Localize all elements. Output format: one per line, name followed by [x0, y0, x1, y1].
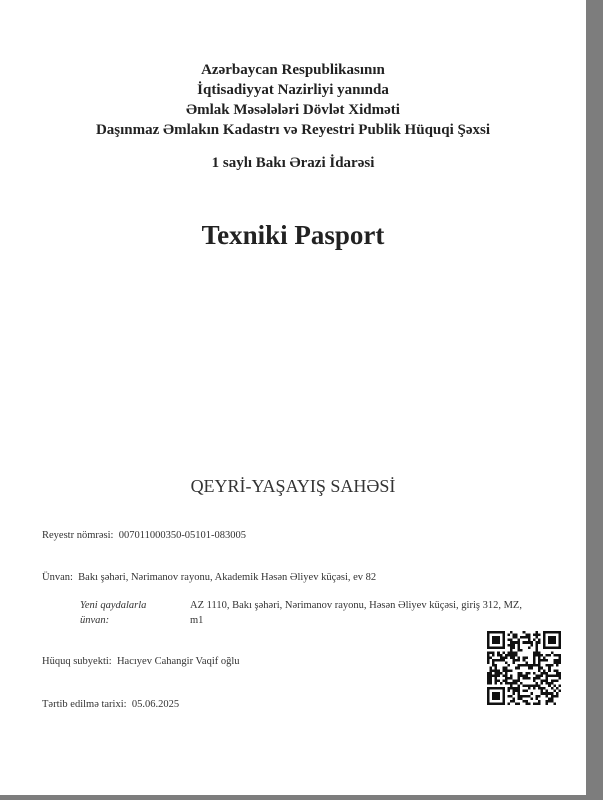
new-address-value — [190, 600, 522, 626]
new-address-value-line: AZ 1110, Bakı şəhəri, Nərimanov rayonu, Həsən Əliyev küçəsi, giriş 312, MZ, — [190, 600, 522, 611]
office-name: 1 saylı Bakı Ərazi İdarəsi — [211, 155, 375, 171]
header-line: Daşınmaz Əmlakın Kadastrı və Reyestri Publik Hüquqi Şəxsi — [95, 122, 491, 138]
address — [42, 572, 376, 583]
new-address-label-line: ünvan: — [80, 615, 110, 626]
header-line: Əmlak Məsələləri Dövlət Xidməti — [186, 102, 400, 118]
date-value: 05.06.2025 — [131, 699, 180, 710]
issuer-header — [0, 60, 586, 140]
owner-label: Hüquq subyekti: — [42, 656, 112, 667]
property-type: QEYRİ-YAŞAYIŞ SAHƏSİ — [190, 476, 396, 496]
document-title: Texniki Pasport — [201, 220, 385, 250]
registry-number — [42, 530, 246, 541]
issue-date — [42, 699, 179, 710]
new-address-label — [80, 600, 146, 626]
qr-code — [487, 631, 561, 705]
qr-modules — [487, 631, 561, 705]
owner-value: Hacıyev Cahangir Vaqif oğlu — [116, 656, 240, 667]
registry-label: Reyestr nömrəsi: — [42, 530, 114, 541]
new-address-value-line: m1 — [190, 615, 204, 626]
date-label: Tərtib edilmə tarixi: — [42, 699, 127, 710]
header-line: Azərbaycan Respublikasının — [201, 62, 385, 78]
rights-holder — [42, 656, 240, 667]
address-value: Bakı şəhəri, Nərimanov rayonu, Akademik Həsən Əliyev küçəsi, ev 82 — [78, 572, 377, 583]
new-address-label-line: Yeni qaydalarla — [80, 600, 147, 611]
address-label: Ünvan: — [42, 572, 73, 583]
registry-value: 007011000350-05101-083005 — [118, 530, 247, 541]
header-line: İqtisadiyyat Nazirliyi yanında — [197, 82, 389, 98]
